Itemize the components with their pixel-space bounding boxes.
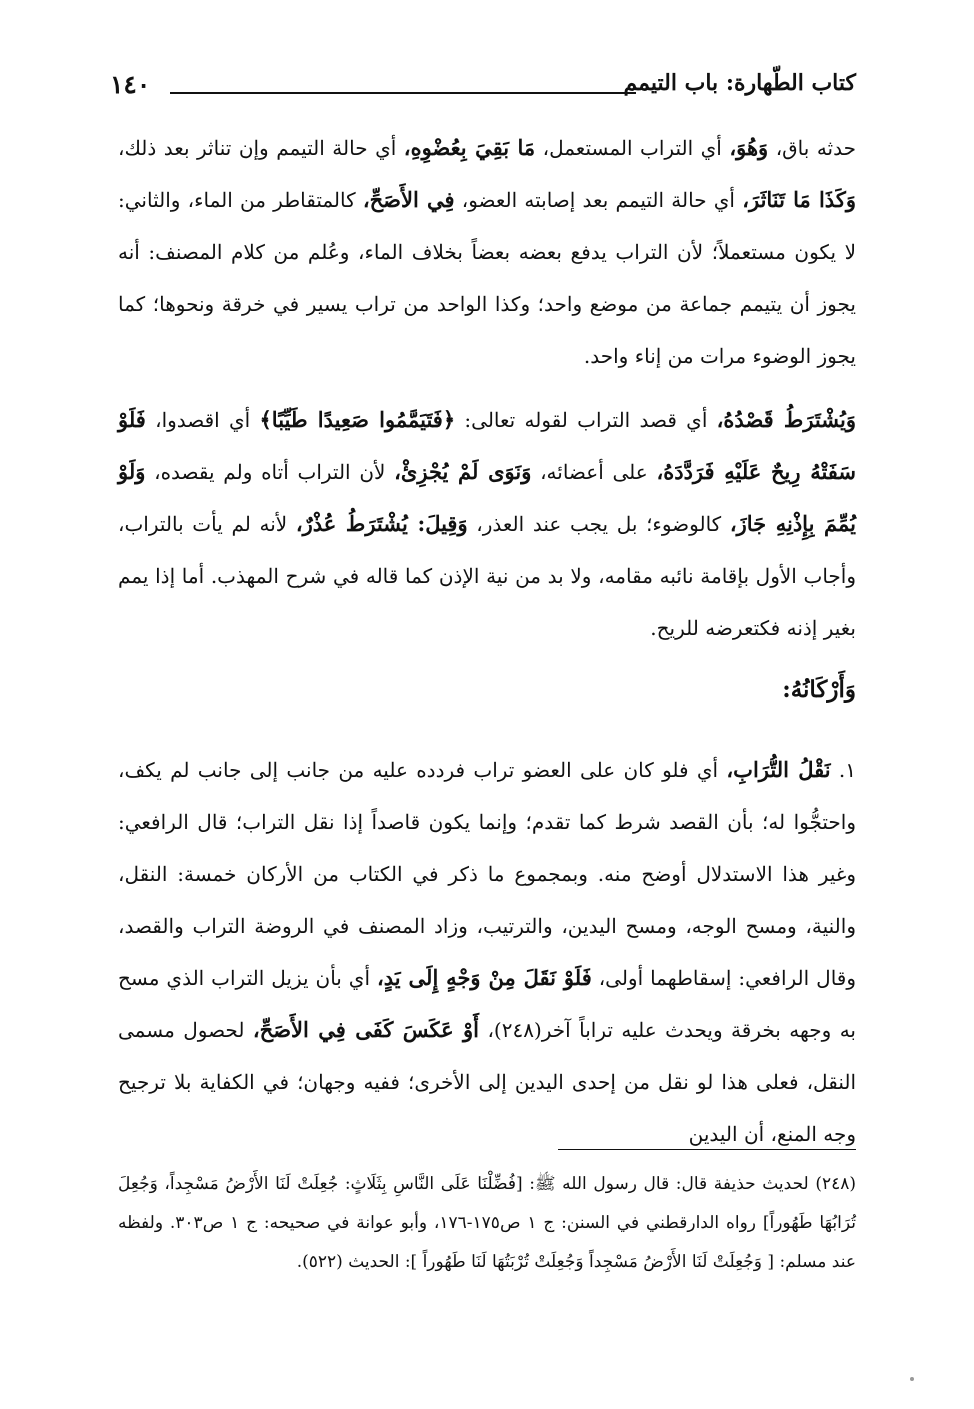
- commentary-text: أي اقصدوا،: [145, 408, 260, 432]
- paragraph-gap: [118, 732, 856, 744]
- commentary-text: لأن التراب أتاه ولم يقصده،: [145, 460, 395, 484]
- section-heading-arkan: وَأَرْكَانُهُ:: [782, 676, 856, 703]
- running-title: كتاب الطّهارة: باب التيمم: [623, 70, 856, 96]
- commentary-text: كالمتقاطر من الماء، والثاني: لا يكون مستعملاً؛ لأن التراب يدفع بعضه بعضاً بخلاف الماء، وعُلم من كلام المصنف: أنه يجوز أن يتيمم جماعة من موضع واحد؛ وكذا الواحد من تراب يسير في خرقة ونحوها؛ كما يجوز الوضوء مرات من إناء واحد.: [118, 188, 856, 368]
- page-number: ١٤٠: [110, 70, 151, 99]
- matn-phrase: مَا بَقِيَ بِعُضْوِهِ،: [403, 135, 536, 160]
- commentary-text: أي حالة التيمم بعد إصابته العضو،: [454, 188, 743, 212]
- commentary-text: لأنه لم يأت بالتراب، وأجاب الأول بإقامة نائبه مقامه، ولا بد من نية الإذن كما قاله في شرح المهذب. أما إذا يمم بغير إذنه فكتعرضه للريح.: [118, 512, 856, 640]
- commentary-text: أي قصد التراب لقوله تعالى:: [455, 408, 717, 432]
- paragraph: [118, 744, 856, 1160]
- header-rule: [170, 92, 636, 94]
- matn-phrase: وَيُشْتَرَطُ قَصْدُهُ،: [716, 407, 856, 432]
- matn-phrase: ﴿فَتَيَمَّمُوا صَعِيدًا طَيِّبًا﴾: [259, 407, 456, 432]
- matn-phrase: فِي الأَصَحِّ،: [362, 187, 455, 212]
- matn-phrase: وَقِيلَ: يُشْتَرَطُ عُذْرٌ،: [295, 511, 468, 536]
- commentary-text: أي فلو كان على العضو تراب فردده عليه من جانب إلى جانب لم يكف، واحتجُّوا له؛ بأن القصد شرط كما تقدم؛ وإنما يكون قاصداً إذا نقل التراب؛ قال الرافعي: وغير هذا الاستدلال أوضح منه. وبمجموع ما ذكر في الكتاب من الأركان خمسة: النقل، والنية، ومسح الوجه، ومسح اليدين، والترتيب، وزاد المصنف في الروضة التراب والقصد، وقال الرافعي: إسقاطهما أولى،: [118, 758, 857, 990]
- commentary-text: أي حالة التيمم وإن تناثر بعد ذلك،: [118, 136, 404, 160]
- matn-phrase: فَلَوْ سَفَتْهُ رِيحٌ عَلَيْهِ فَرَدَّدَهُ،: [118, 407, 857, 484]
- footnote-248: (٢٤٨) لحديث حذيفة قال: قال رسول الله ﷺ: [فُضِّلْنَا عَلَى النَّاسِ بِثَلَاثٍ: جُعِلَتْ لَنَا الأَرْضُ مَسْجِداً، وَجُعِلَ تُرَابُهَا طَهُوراً] رواه الدارقطني في السنن: ج ١ ص١٧٥-١٧٦، وأبو عوانة في صحيحه: ج ١ ص٣٠٣. ولفظه عند مسلم: [ وَجُعِلَتْ لَنَا الأَرْضُ مَسْجِداً وَجُعِلَتْ تُرْبَتُهَا لَنَا طَهُوراً ]: الحديث (٥٢٢).: [118, 1174, 856, 1272]
- matn-phrase: فَلَوْ نَقَلَ مِنْ وَجْهٍ إِلَى يَدٍ،: [376, 965, 592, 990]
- paragraph: [118, 394, 856, 654]
- matn-phrase: نَقْلُ التُّرَابِ،: [726, 757, 831, 782]
- page-mark: [910, 1377, 914, 1381]
- footnote-rule: [558, 1149, 856, 1150]
- commentary-text: ١.: [830, 758, 856, 782]
- footnotes: [118, 1165, 856, 1282]
- paragraph: [118, 122, 856, 382]
- commentary-text: أي التراب المستعمل،: [535, 136, 730, 160]
- commentary-text: على أعضائه،: [531, 460, 657, 484]
- main-text: [118, 122, 856, 1160]
- commentary-text: حدثه باق،: [768, 136, 856, 160]
- commentary-text: أي بأن يزيل التراب الذي مسح به وجهه بخرقة ويحدث عليه تراباً آخر(٢٤٨)،: [118, 966, 856, 1042]
- matn-phrase: وَكَذَا مَا تَنَاثَرَ،: [742, 187, 856, 212]
- matn-phrase: وَهُوَ،: [729, 135, 769, 160]
- matn-phrase: أَوْ عَكَسَ كَفَى فِي الأَصَحِّ،: [252, 1017, 479, 1042]
- commentary-text: لحصول مسمى النقل، فعلى هذا لو نقل من إحدى اليدين إلى الأخرى؛ ففيه وجهان؛ في الكفاية بلا ترجيح وجه المنع، أن اليدين: [118, 1018, 856, 1146]
- commentary-text: كالوضوء؛ بل يجب عند العذر،: [467, 512, 730, 536]
- matn-phrase: وَلَوْ يُمِّمَ بِإِذْنِهِ جَازَ،: [118, 459, 856, 536]
- paragraph-gap: [118, 382, 856, 394]
- page-header: [110, 66, 856, 108]
- matn-phrase: وَنَوَى لَمْ يُجْزِئْ،: [394, 459, 532, 484]
